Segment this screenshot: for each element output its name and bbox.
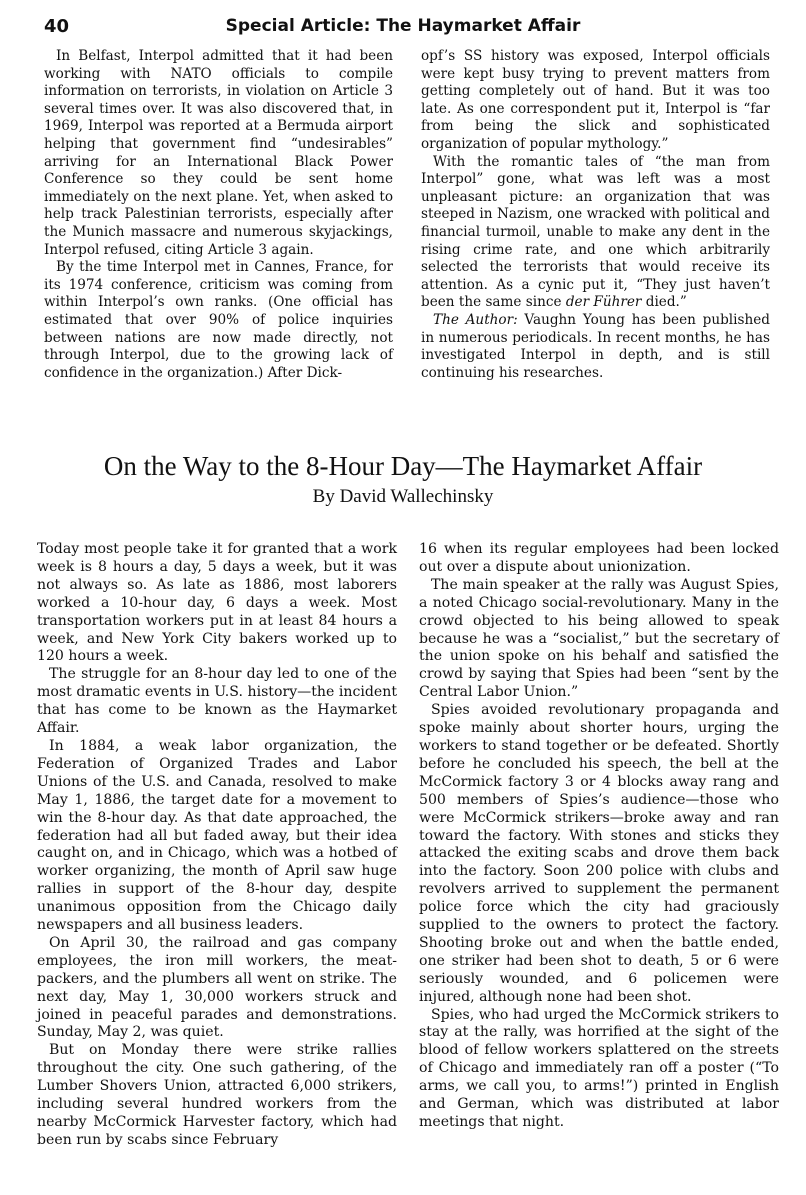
paragraph: Today most people take it for granted that a work week is 8 hours a day, 5 days a week, but it was not always so. As late as 1886, most laborers worked a 10-hour day, 6 days a week. Most transportation workers put in at least 84 hours a week, and New York City bakers worked up to 120 hours a week. <box>37 541 397 665</box>
paragraph: opf’s SS history was exposed, Interpol officials were kept busy trying to prevent matters from getting completely out of hand. But it was too late. As one correspondent put it, Interpol is “far from being the slick and sophisticated organization of popular mythology.” <box>421 48 770 152</box>
paragraph: By the time Interpol met in Cannes, France, for its 1974 conference, criticism was coming from within Interpol’s own ranks. (One official has estimated that over 90% of police inquiries between nations are now made directly, not through Interpol, due to the growing lack of confidence in the organization.) After Dick- <box>44 259 393 381</box>
previous-article-left-column <box>44 48 393 382</box>
author-note <box>421 312 770 382</box>
paragraph: Spies avoided revolutionary propaganda and spoke mainly about shorter hours, urging the workers to stand together or be defeated. Shortly before he concluded his speech, the bell at the McCormick factory 3 or 4 blocks away rang and 500 members of Spies’s audience—those who were McCormick strikers—broke away and ran toward the factory. With stones and sticks they attacked the exiting scabs and drove them back into the factory. Soon 200 police with clubs and revolvers arrived to supplement the permanent police force which the city had graciously supplied to the owners to protect the factory. Shooting broke out and when the battle ended, one striker had been shot to death, 5 or 6 were seriously wounded, and 6 policemen were injured, although none had been shot. <box>419 702 779 1005</box>
italic-text: der Führer <box>565 294 642 311</box>
paragraph: 16 when its regular employees had been locked out over a dispute about unionization. <box>419 541 779 575</box>
paragraph: In 1884, a weak labor organization, the Federation of Organized Trades and Labor Unions of the U.S. and Canada, resolved to make May 1, 1886, the target date for a movement to win the 8-hour day. As that date approached, the federation had all but faded away, but their idea caught on, and in Chicago, which was a hotbed of worker organizing, the month of April saw huge rallies in support of the 8-hour day, despite unanimous opposition from the Chicago daily newspapers and all business leaders. <box>37 737 397 934</box>
paragraph: On April 30, the railroad and gas company employees, the iron mill workers, the meat-packers, and the plumbers all went on strike. The next day, May 1, 30,000 workers struck and joined in peaceful parades and demonstrations. Sunday, May 2, was quiet. <box>37 934 397 1041</box>
byline: By David Wallechinsky <box>312 486 494 507</box>
article-left-column <box>37 541 397 1150</box>
text-run: died.” <box>641 294 687 311</box>
author-label: The Author: <box>433 311 518 328</box>
paragraph: The main speaker at the rally was August Spies, a noted Chicago social-revolutionary. Many in the crowd objected to his being allowed to speak because he was a “socialist,” but the secretary of the union spoke on his behalf and satisfied the crowd by saying that Spies had been “sent by the Central Labor Union.” <box>419 576 779 701</box>
paragraph <box>421 154 770 312</box>
paragraph: In Belfast, Interpol admitted that it had been working with NATO officials to compile information on terrorists, in violation on Article 3 several times over. It was also discovered that, in 1969, Interpol was reported at a Bermuda airport helping that government find “undesirables” arriving for an International Black Power Conference so they could be sent home immediately on the next plane. Yet, when asked to help track Palestinian terrorists, especially after the Munich massacre and numerous skyjackings, Interpol refused, citing Article 3 again. <box>44 48 393 258</box>
previous-article-right-column <box>421 48 770 382</box>
paragraph: The struggle for an 8-hour day led to one of the most dramatic events in U.S. history—the incident that has come to be known as the Haymarket Affair. <box>37 666 397 737</box>
page-number: 40 <box>44 16 70 37</box>
article-right-column <box>419 541 779 1132</box>
author-text: Vaughn Young has been published in numerous periodicals. In recent months, he has investigated Interpol in depth, and is still continuing his researches. <box>421 311 770 381</box>
running-head: Special Article: The Haymarket Affair <box>225 16 581 36</box>
text-run: With the romantic tales of “the man from Interpol” gone, what was left was a most unpleasant picture: an organization that was steeped in Nazism, one wracked with political and financial turmoil, unable to make any dent in the rising crime rate, and one which arbitrarily selected the terrorists that would receive its attention. As a cynic put it, “They just haven’t been the same since <box>421 153 770 311</box>
paragraph: Spies, who had urged the McCormick strikers to stay at the rally, was horrified at the sight of the blood of fellow workers splattered on the streets of Chicago and immediately ran off a poster (“To arms, we call you, to arms!”) printed in English and German, which was distributed at labor meetings that night. <box>419 1006 779 1130</box>
article-title: On the Way to the 8-Hour Day—The Haymarket Affair <box>103 451 703 482</box>
paragraph: But on Monday there were strike rallies throughout the city. One such gathering, of the Lumber Shovers Union, attracted 6,000 strikers, including several hundred workers from the nearby McCormick Harvester factory, which had been run by scabs since February <box>37 1042 397 1148</box>
page-header <box>0 16 806 38</box>
